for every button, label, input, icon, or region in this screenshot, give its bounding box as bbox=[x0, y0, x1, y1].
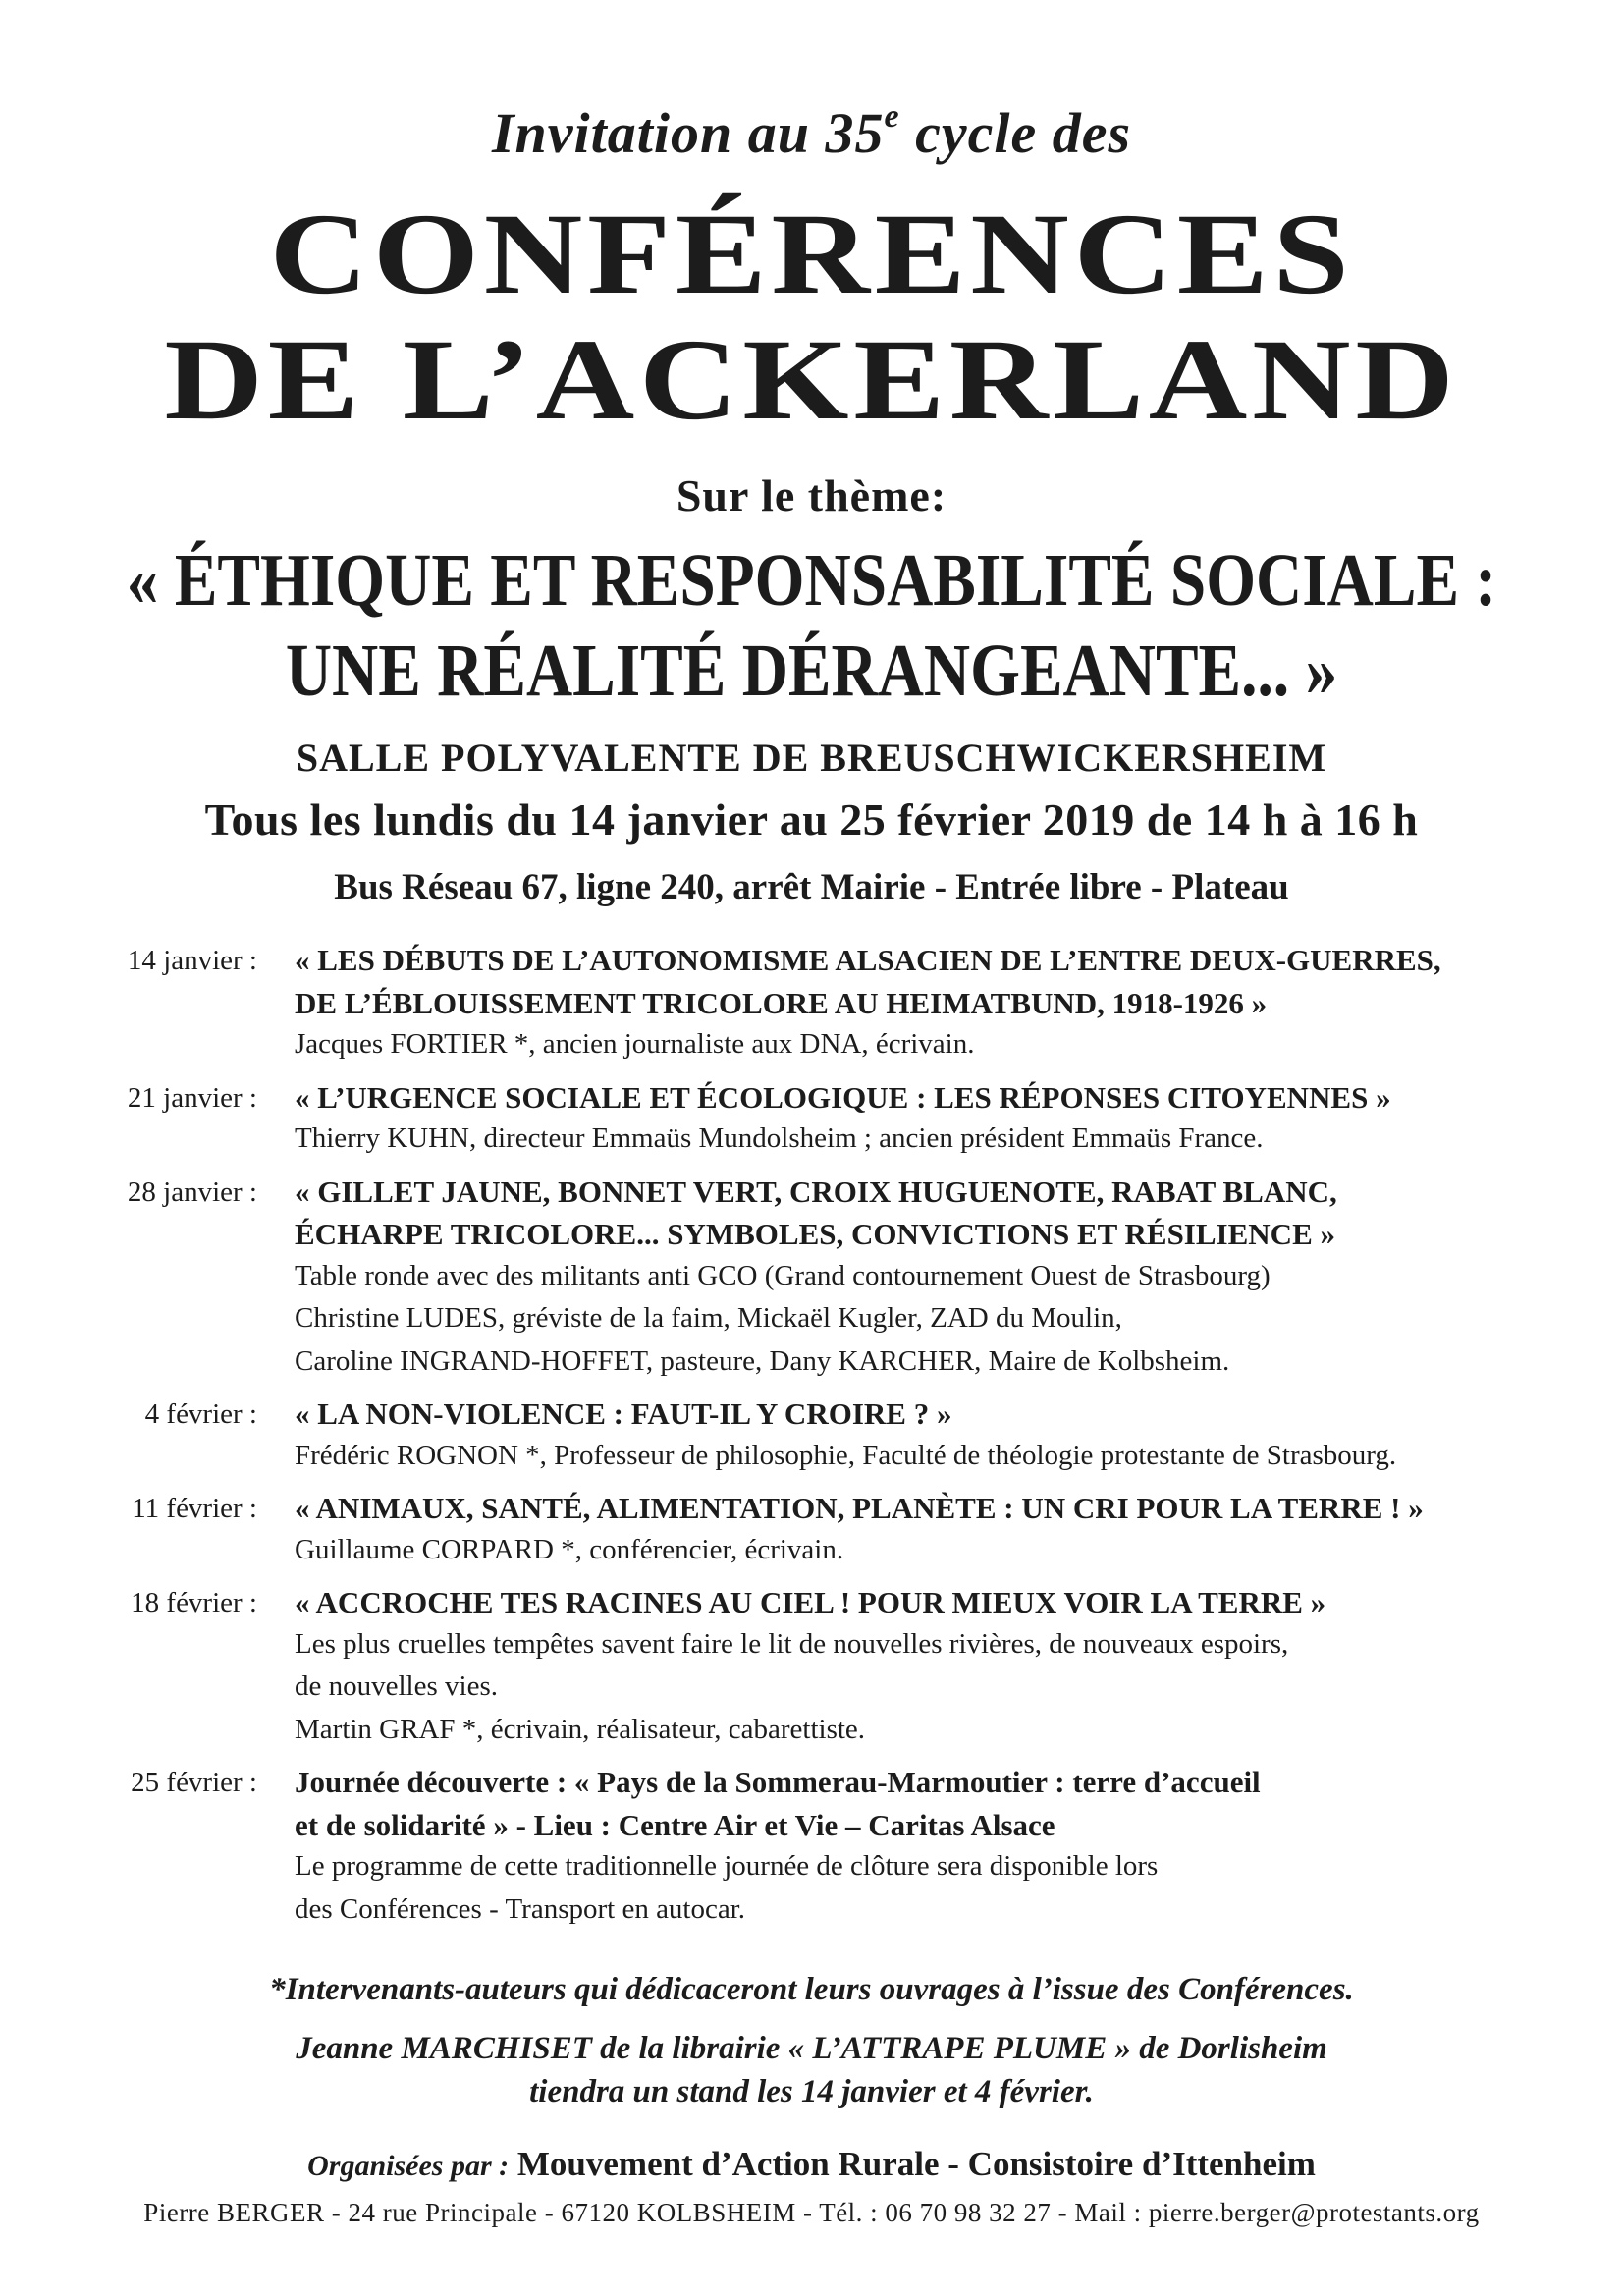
entry-detail-line: Frédéric ROGNON *, Professeur de philosophie, Faculté de théologie protestante de Strasbourg. bbox=[295, 1439, 1397, 1471]
entry-detail-line: Thierry KUHN, directeur Emmaüs Mundolsheim ; ancien président Emmaüs France. bbox=[295, 1122, 1264, 1154]
entry-date: 11 février : bbox=[132, 1493, 257, 1524]
entry-date: 25 février : bbox=[131, 1767, 257, 1798]
bookstore-note-line-1: Jeanne MARCHISET de la librairie « L’ATTRAPE PLUME » de Dorlisheim bbox=[296, 2031, 1327, 2066]
entry-title-line: ÉCHARPE TRICOLORE... SYMBOLES, CONVICTIONS ET RÉSILIENCE » bbox=[295, 1217, 1335, 1251]
organizers-label: Organisées par : bbox=[307, 2150, 510, 2182]
venue: SALLE POLYVALENTE DE BREUSCHWICKERSHEIM bbox=[296, 736, 1327, 780]
entry-date: 14 janvier : bbox=[127, 945, 257, 976]
entry-title-line: et de solidarité » - Lieu : Centre Air et Vie – Caritas Alsace bbox=[295, 1807, 1055, 1842]
title-line-2: DE L’ACKERLAND bbox=[164, 315, 1459, 444]
entry-detail-line: Caroline INGRAND-HOFFET, pasteure, Dany KARCHER, Maire de Kolbsheim. bbox=[295, 1344, 1230, 1377]
entry-detail-line: des Conférences - Transport en autocar. bbox=[295, 1892, 746, 1925]
organizers bbox=[0, 2145, 1623, 2184]
organizers-names: Mouvement d’Action Rurale - Consistoire d’Ittenheim bbox=[516, 2145, 1316, 2183]
entry-date: 4 février : bbox=[144, 1398, 257, 1430]
theme-label: Sur le thème: bbox=[676, 470, 947, 520]
entry-title-line: DE L’ÉBLOUISSEMENT TRICOLORE AU HEIMATBUND, 1918-1926 » bbox=[295, 985, 1268, 1020]
bookstore-note-line-2: tiendra un stand les 14 janvier et 4 février. bbox=[529, 2074, 1094, 2109]
entry-detail-line: Guillaume CORPARD *, conférencier, écrivain. bbox=[295, 1533, 844, 1565]
entry-detail-line: Les plus cruelles tempêtes savent faire le lit de nouvelles rivières, de nouveaux espoirs, bbox=[295, 1627, 1289, 1660]
theme-line-1: « ÉTHIQUE ET RESPONSABILITÉ SOCIALE : bbox=[126, 539, 1497, 622]
schedule-dates: Tous les lundis du 14 janvier au 25 février 2019 de 14 h à 16 h bbox=[204, 794, 1419, 845]
invite-superscript: e bbox=[884, 98, 900, 135]
invite-suffix: cycle des bbox=[899, 101, 1132, 165]
entry-detail-line: Le programme de cette traditionnelle journée de clôture sera disponible lors bbox=[295, 1850, 1159, 1882]
entry-title-line: « LA NON-VIOLENCE : FAUT-IL Y CROIRE ? » bbox=[295, 1396, 952, 1431]
entry-title-line: « ANIMAUX, SANTÉ, ALIMENTATION, PLANÈTE : UN CRI POUR LA TERRE ! » bbox=[295, 1491, 1424, 1525]
theme-line-2: UNE RÉALITÉ DÉRANGEANTE... » bbox=[285, 629, 1338, 712]
entry-date: 18 février : bbox=[131, 1587, 257, 1618]
entry-date: 21 janvier : bbox=[127, 1081, 257, 1114]
invite-prefix: Invitation au 35 bbox=[491, 101, 885, 165]
entry-detail-line: de nouvelles vies. bbox=[295, 1670, 498, 1702]
entry-detail-line: Martin GRAF *, écrivain, réalisateur, cabarettiste. bbox=[295, 1713, 866, 1745]
entry-detail-line: Table ronde avec des militants anti GCO (Grand contournement Ouest de Strasbourg) bbox=[295, 1259, 1271, 1291]
entry-title-line: « L’URGENCE SOCIALE ET ÉCOLOGIQUE : LES RÉPONSES CITOYENNES » bbox=[295, 1079, 1391, 1115]
entry-date: 28 janvier : bbox=[127, 1175, 257, 1208]
entry-title-line: « LES DÉBUTS DE L’AUTONOMISME ALSACIEN DE L’ENTRE DEUX-GUERRES, bbox=[295, 943, 1441, 977]
transport-info: Bus Réseau 67, ligne 240, arrêt Mairie - Entrée libre - Plateau bbox=[334, 867, 1289, 907]
entry-title-line: « ACCROCHE TES RACINES AU CIEL ! POUR MIEUX VOIR LA TERRE » bbox=[295, 1585, 1326, 1619]
authors-note: *Intervenants-auteurs qui dédicaceront leurs ouvrages à l’issue des Conférences. bbox=[269, 1972, 1354, 2007]
entry-detail-line: Jacques FORTIER *, ancien journaliste aux DNA, écrivain. bbox=[295, 1028, 975, 1060]
entry-title-line: « GILLET JAUNE, BONNET VERT, CROIX HUGUENOTE, RABAT BLANC, bbox=[295, 1174, 1337, 1209]
entry-title-line: Journée découverte : « Pays de la Sommerau-Marmoutier : terre d’accueil bbox=[295, 1765, 1261, 1799]
title-line-1: CONFÉRENCES bbox=[269, 190, 1354, 318]
contact-info: Pierre BERGER - 24 rue Principale - 67120 KOLBSHEIM - Tél. : 06 70 98 32 27 - Mail : pierre.berger@protestants.org bbox=[143, 2198, 1480, 2227]
entry-detail-line: Christine LUDES, gréviste de la faim, Mickaël Kugler, ZAD du Moulin, bbox=[295, 1302, 1122, 1334]
invitation-heading bbox=[0, 98, 1623, 166]
